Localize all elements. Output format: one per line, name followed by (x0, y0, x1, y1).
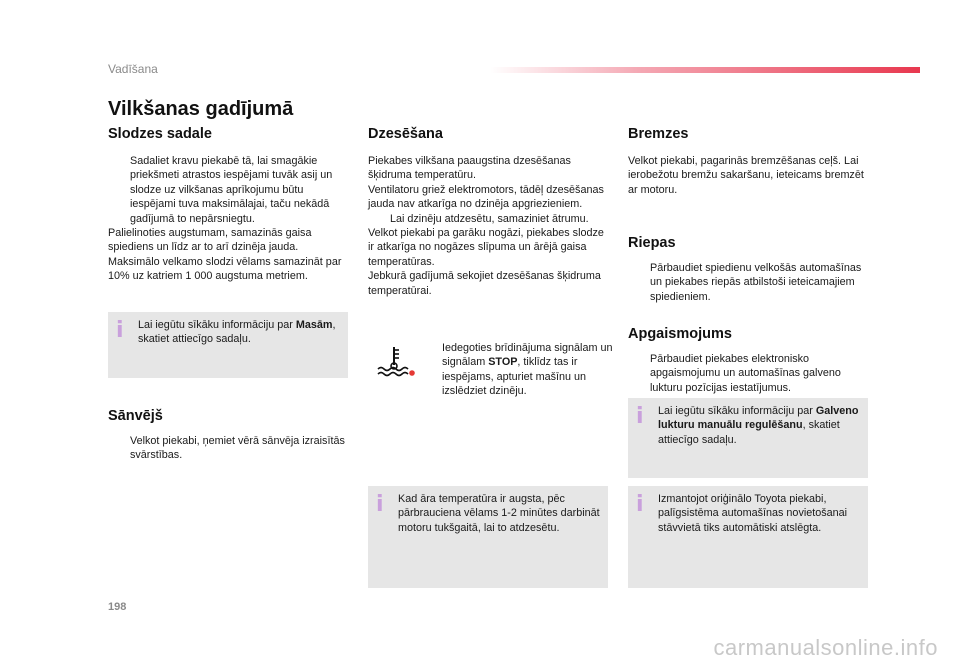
bullet-sanvejs-text: Velkot piekabi, ņemiet vērā sānvēja izraisītās svārstības. (130, 435, 345, 462)
bullet-slodze (108, 154, 348, 226)
warn-suffix: , tiklīdz tas ir iespējams, apturiet mašīnu un izslēdziet dzinēju. (442, 356, 587, 398)
section-label: Vadīšana (108, 62, 158, 76)
bullet-stop-warning (420, 341, 630, 399)
bullet-dzesesana-text: Lai dzinēju atdzesētu, samaziniet ātrumu. (390, 212, 589, 225)
column-1 (108, 126, 348, 284)
para-bremzes: Velkot piekabi, pagarinās bremzēšanas ceļš. Lai ierobežotu bremžu sakaršanu, ieteicams bremzēt ar motoru. (628, 155, 864, 196)
heading-riepas: Riepas (628, 235, 676, 251)
info-box-text (138, 318, 340, 347)
para-dzesesana-2: Ventilatoru griež elektromotors, tādēļ dzesēšanas jauda nav atkarīga no dzinēja apgriezieniem. (368, 183, 604, 211)
info-icon: i (636, 404, 644, 429)
info-icon: i (116, 318, 124, 343)
para-dzesesana-4: Jebkurā gadījumā sekojiet dzesēšanas šķidruma temperatūrai. (368, 270, 601, 297)
column-2 (368, 126, 608, 298)
bullet-riepas (628, 261, 868, 304)
heading-sanvejs: Sānvējš (108, 408, 163, 424)
info-box-atdzesesana (368, 486, 608, 588)
coolant-temperature-warning-icon (376, 345, 416, 377)
warn-prefix: Iedegoties brīdinājuma signālam un signālam (442, 342, 613, 369)
para-augstums: Palielinoties augstumam, samazinās gaisa spiediens un līdz ar to arī dzinēja jauda. Maksimālo velkamo slodzi vēlams samazināt par 10% uz katriem 1 000 augstuma metriem. (108, 227, 342, 283)
info-box-text: Kad āra temperatūra ir augsta, pēc pārbrauciena vēlams 1-2 minūtes darbināt motoru tukšgaitā, lai to atdzesētu. (398, 493, 600, 534)
bullet-riepas-text: Pārbaudiet spiedienu velkošās automašīnas un piekabes riepās atbilstoši ieteicamajiem spiedieniem. (650, 262, 862, 303)
para-dzesesana-3: Velkot piekabi pa garāku nogāzi, piekabes slodze ir atkarīga no nogāzes slīpuma un ārējā gaisa temperatūras. (368, 227, 604, 268)
heading-slodzes-sadale: Slodzes sadale (108, 126, 212, 142)
info-box-lukturi (628, 398, 868, 478)
page-title: Vilkšanas gadījumā (108, 98, 294, 120)
column-3 (628, 126, 868, 197)
heading-apgaismojums: Apgaismojums (628, 326, 732, 342)
bullet-dzesesana (368, 212, 608, 226)
page-number: 198 (108, 601, 127, 613)
info-box-text: Izmantojot oriģinālo Toyota piekabi, palīgsistēma automašīnas novietošanai stāvvietā tiks automātiski atslēgta. (658, 493, 848, 534)
section-apgaismojums (628, 326, 868, 395)
info-suffix: , skatiet attiecīgo sadaļu. (138, 319, 336, 346)
info-prefix: Lai iegūtu sīkāku informāciju par (658, 405, 816, 417)
bullet-slodze-text: Sadaliet kravu piekabē tā, lai smagākie priekšmeti atrastos iespējami tuvāk asij un slodze uz vilkšanas aprīkojumu būtu iespējami tuva maksimālajai, taču nekādā gadījumā to nepārsniegtu. (130, 155, 333, 225)
bullet-apgaismojums (628, 352, 868, 395)
bullet-apgaismojums-text: Pārbaudiet piekabes elektronisko apgaismojumu un automašīnas galveno lukturu pozīcijas iestatījumus. (650, 353, 841, 394)
bullet-sanvejs (108, 434, 348, 463)
info-bold: Masām (295, 319, 333, 331)
info-prefix: Lai iegūtu sīkāku informāciju par (138, 319, 296, 331)
section-sanvejs (108, 408, 348, 463)
header-accent-bar (490, 67, 920, 73)
info-bold: Galveno lukturu manuālu regulēšanu (658, 405, 859, 432)
para-dzesesana-1: Piekabes vilkšana paaugstina dzesēšanas šķidruma temperatūru. (368, 155, 571, 182)
info-suffix: , skatiet attiecīgo sadaļu. (658, 419, 840, 446)
section-riepas (628, 235, 868, 304)
info-icon: i (376, 492, 384, 517)
watermark: carmanualsonline.info (713, 635, 938, 660)
info-icon: i (636, 492, 644, 517)
info-box-masas (108, 312, 348, 378)
info-box-toyota (628, 486, 868, 588)
heading-bremzes: Bremzes (628, 126, 689, 142)
heading-dzesesana: Dzesēšana (368, 126, 443, 142)
info-box-text (658, 404, 860, 447)
warn-bold: STOP (488, 356, 518, 369)
